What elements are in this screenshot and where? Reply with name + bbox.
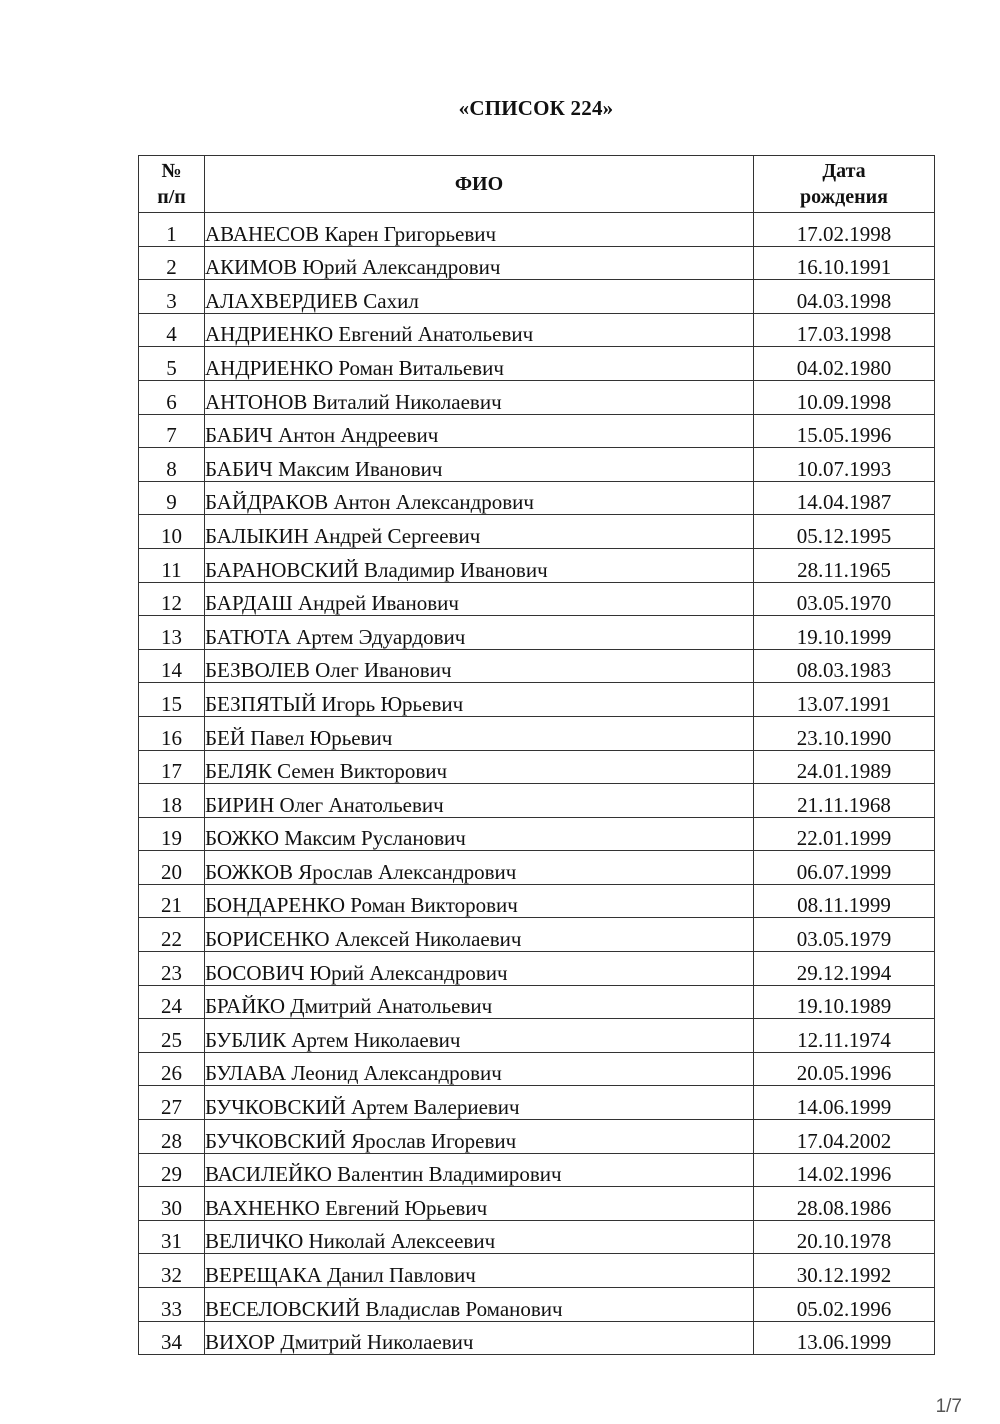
row-number: 33 <box>139 1288 205 1322</box>
row-full-name: БАТЮТА Артем Эдуардович <box>205 616 754 650</box>
row-birth-date: 30.12.1992 <box>754 1254 935 1288</box>
row-birth-date: 08.11.1999 <box>754 884 935 918</box>
row-full-name: ВЕСЕЛОВСКИЙ Владислав Романович <box>205 1288 754 1322</box>
table-row <box>139 1120 935 1154</box>
table-row <box>139 851 935 885</box>
row-number: 2 <box>139 246 205 280</box>
row-birth-date: 19.10.1989 <box>754 985 935 1019</box>
row-birth-date: 05.12.1995 <box>754 515 935 549</box>
row-full-name: БАРАНОВСКИЙ Владимир Иванович <box>205 548 754 582</box>
table-header-row <box>139 156 935 213</box>
row-birth-date: 13.07.1991 <box>754 683 935 717</box>
row-birth-date: 04.03.1998 <box>754 280 935 314</box>
row-number: 3 <box>139 280 205 314</box>
row-full-name: БУБЛИК Артем Николаевич <box>205 1019 754 1053</box>
row-full-name: БУЧКОВСКИЙ Артем Валериевич <box>205 1086 754 1120</box>
row-full-name: ВАХНЕНКО Евгений Юрьевич <box>205 1187 754 1221</box>
row-birth-date: 17.04.2002 <box>754 1120 935 1154</box>
page-indicator: 1/7 <box>935 1396 962 1417</box>
row-full-name: БЕЙ Павел Юрьевич <box>205 716 754 750</box>
table-row <box>139 280 935 314</box>
row-full-name: АЛАХВЕРДИЕВ Сахил <box>205 280 754 314</box>
row-number: 34 <box>139 1321 205 1355</box>
table-row <box>139 213 935 247</box>
table-row <box>139 716 935 750</box>
row-number: 16 <box>139 716 205 750</box>
table-row <box>139 683 935 717</box>
row-number: 21 <box>139 884 205 918</box>
row-number: 25 <box>139 1019 205 1053</box>
row-full-name: БАРДАШ Андрей Иванович <box>205 582 754 616</box>
table-row <box>139 750 935 784</box>
table-row <box>139 380 935 414</box>
header-birth-date <box>754 156 935 213</box>
row-number: 8 <box>139 448 205 482</box>
row-full-name: БОНДАРЕНКО Роман Викторович <box>205 884 754 918</box>
table-row <box>139 548 935 582</box>
row-number: 28 <box>139 1120 205 1154</box>
header-number <box>139 156 205 213</box>
row-birth-date: 12.11.1974 <box>754 1019 935 1053</box>
row-birth-date: 28.11.1965 <box>754 548 935 582</box>
table-row <box>139 515 935 549</box>
table-row <box>139 616 935 650</box>
document-title: «СПИСОК 224» <box>458 96 614 120</box>
row-birth-date: 28.08.1986 <box>754 1187 935 1221</box>
people-table <box>138 155 935 1355</box>
row-birth-date: 14.02.1996 <box>754 1153 935 1187</box>
row-number: 27 <box>139 1086 205 1120</box>
row-number: 13 <box>139 616 205 650</box>
row-number: 22 <box>139 918 205 952</box>
row-number: 1 <box>139 213 205 247</box>
row-full-name: АНДРИЕНКО Роман Витальевич <box>205 347 754 381</box>
row-birth-date: 05.02.1996 <box>754 1288 935 1322</box>
row-full-name: БУЛАВА Леонид Александрович <box>205 1052 754 1086</box>
row-number: 30 <box>139 1187 205 1221</box>
row-birth-date: 14.04.1987 <box>754 481 935 515</box>
row-birth-date: 10.09.1998 <box>754 380 935 414</box>
row-birth-date: 21.11.1968 <box>754 784 935 818</box>
row-number: 32 <box>139 1254 205 1288</box>
table-row <box>139 246 935 280</box>
row-number: 10 <box>139 515 205 549</box>
header-number-line2: п/п <box>157 186 186 208</box>
row-full-name: БЕЗПЯТЫЙ Игорь Юрьевич <box>205 683 754 717</box>
row-full-name: БОСОВИЧ Юрий Александрович <box>205 952 754 986</box>
row-full-name: ВЕЛИЧКО Николай Алексеевич <box>205 1220 754 1254</box>
row-full-name: ВАСИЛЕЙКО Валентин Владимирович <box>205 1153 754 1187</box>
row-number: 12 <box>139 582 205 616</box>
table-row <box>139 582 935 616</box>
row-birth-date: 03.05.1970 <box>754 582 935 616</box>
row-birth-date: 13.06.1999 <box>754 1321 935 1355</box>
table-row <box>139 313 935 347</box>
row-birth-date: 20.10.1978 <box>754 1220 935 1254</box>
row-birth-date: 16.10.1991 <box>754 246 935 280</box>
row-full-name: БАЛЫКИН Андрей Сергеевич <box>205 515 754 549</box>
row-full-name: БУЧКОВСКИЙ Ярослав Игоревич <box>205 1120 754 1154</box>
table-row <box>139 414 935 448</box>
table-row <box>139 1288 935 1322</box>
row-birth-date: 15.05.1996 <box>754 414 935 448</box>
row-birth-date: 04.02.1980 <box>754 347 935 381</box>
row-full-name: АНДРИЕНКО Евгений Анатольевич <box>205 313 754 347</box>
row-number: 5 <box>139 347 205 381</box>
row-number: 18 <box>139 784 205 818</box>
row-full-name: БРАЙКО Дмитрий Анатольевич <box>205 985 754 1019</box>
row-number: 20 <box>139 851 205 885</box>
row-birth-date: 20.05.1996 <box>754 1052 935 1086</box>
table-row <box>139 985 935 1019</box>
table-row <box>139 1187 935 1221</box>
row-full-name: БЕЗВОЛЕВ Олег Иванович <box>205 649 754 683</box>
row-number: 4 <box>139 313 205 347</box>
row-full-name: БОРИСЕНКО Алексей Николаевич <box>205 918 754 952</box>
row-birth-date: 23.10.1990 <box>754 716 935 750</box>
table-row <box>139 649 935 683</box>
row-number: 14 <box>139 649 205 683</box>
table-row <box>139 1052 935 1086</box>
row-full-name: АНТОНОВ Виталий Николаевич <box>205 380 754 414</box>
row-number: 19 <box>139 817 205 851</box>
table-row <box>139 1321 935 1355</box>
row-birth-date: 14.06.1999 <box>754 1086 935 1120</box>
row-number: 11 <box>139 548 205 582</box>
table-row <box>139 918 935 952</box>
row-number: 31 <box>139 1220 205 1254</box>
row-full-name: БАЙДРАКОВ Антон Александрович <box>205 481 754 515</box>
row-birth-date: 10.07.1993 <box>754 448 935 482</box>
row-number: 23 <box>139 952 205 986</box>
row-number: 7 <box>139 414 205 448</box>
table-row <box>139 1086 935 1120</box>
table-row <box>139 1153 935 1187</box>
row-full-name: БАБИЧ Максим Иванович <box>205 448 754 482</box>
row-birth-date: 08.03.1983 <box>754 649 935 683</box>
table-row <box>139 1220 935 1254</box>
table-row <box>139 1254 935 1288</box>
table-row <box>139 784 935 818</box>
row-number: 26 <box>139 1052 205 1086</box>
table-row <box>139 448 935 482</box>
row-full-name: БОЖКО Максим Русланович <box>205 817 754 851</box>
header-full-name: ФИО <box>205 156 754 213</box>
row-full-name: БОЖКОВ Ярослав Александрович <box>205 851 754 885</box>
table-row <box>139 481 935 515</box>
row-birth-date: 17.02.1998 <box>754 213 935 247</box>
table-row <box>139 952 935 986</box>
row-birth-date: 24.01.1989 <box>754 750 935 784</box>
row-number: 17 <box>139 750 205 784</box>
row-full-name: АВАНЕСОВ Карен Григорьевич <box>205 213 754 247</box>
row-full-name: АКИМОВ Юрий Александрович <box>205 246 754 280</box>
row-birth-date: 29.12.1994 <box>754 952 935 986</box>
row-birth-date: 19.10.1999 <box>754 616 935 650</box>
row-full-name: БАБИЧ Антон Андреевич <box>205 414 754 448</box>
row-number: 6 <box>139 380 205 414</box>
row-birth-date: 06.07.1999 <box>754 851 935 885</box>
header-number-line1: № <box>161 160 182 182</box>
row-full-name: БЕЛЯК Семен Викторович <box>205 750 754 784</box>
row-birth-date: 22.01.1999 <box>754 817 935 851</box>
header-birth-date-line2: рождения <box>800 186 888 208</box>
row-number: 9 <box>139 481 205 515</box>
row-birth-date: 03.05.1979 <box>754 918 935 952</box>
row-number: 24 <box>139 985 205 1019</box>
table-row <box>139 817 935 851</box>
table-row <box>139 347 935 381</box>
row-full-name: БИРИН Олег Анатольевич <box>205 784 754 818</box>
row-full-name: ВИХОР Дмитрий Николаевич <box>205 1321 754 1355</box>
table-row <box>139 1019 935 1053</box>
row-number: 15 <box>139 683 205 717</box>
row-birth-date: 17.03.1998 <box>754 313 935 347</box>
header-birth-date-line1: Дата <box>822 160 866 182</box>
table-body <box>139 213 935 1355</box>
row-number: 29 <box>139 1153 205 1187</box>
table-row <box>139 884 935 918</box>
row-full-name: ВЕРЕЩАКА Данил Павлович <box>205 1254 754 1288</box>
